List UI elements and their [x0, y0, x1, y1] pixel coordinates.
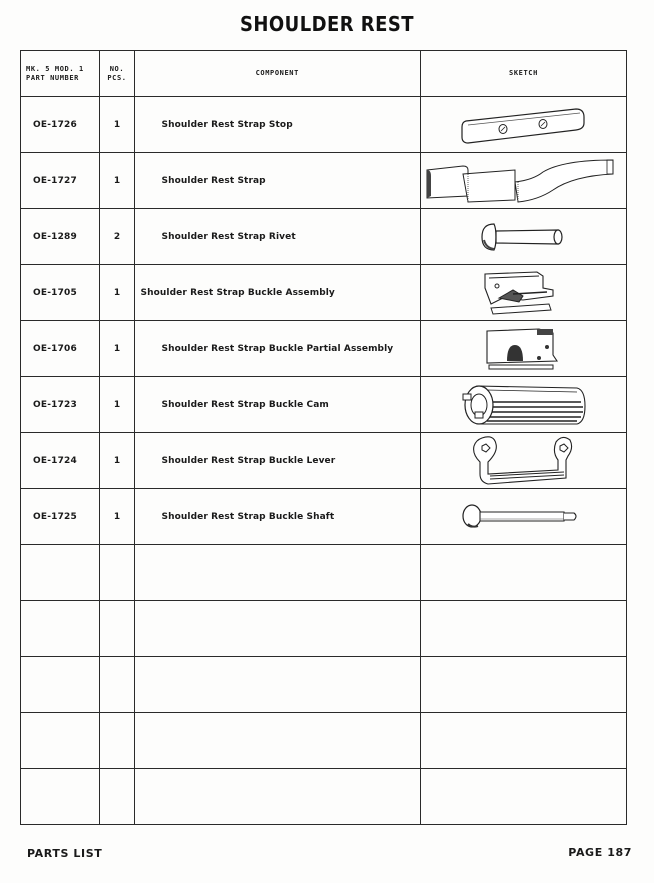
header-pcs-line2: PCS. — [107, 73, 127, 82]
pcs-cell: 1 — [100, 97, 134, 153]
parts-table — [20, 50, 627, 825]
pcs-cell: 1 — [100, 153, 134, 209]
header-part-number — [21, 51, 100, 97]
sketch-cell — [420, 433, 626, 489]
header-pcs-line1: NO. — [109, 64, 125, 73]
sketch-cell — [420, 97, 626, 153]
sketch-cell — [420, 265, 626, 321]
table-row — [21, 265, 627, 321]
buckle-lever-sketch-icon — [468, 434, 578, 488]
part-number-cell: OE-1726 — [21, 97, 100, 153]
empty-table-row — [21, 769, 627, 825]
strap-stop-sketch-icon — [458, 103, 588, 147]
footer-page-number: PAGE 187 — [568, 846, 632, 859]
part-number-cell: OE-1727 — [21, 153, 100, 209]
table-row — [21, 377, 627, 433]
component-cell: Shoulder Rest Strap Buckle Cam — [134, 377, 420, 433]
part-number-cell: OE-1725 — [21, 489, 100, 545]
component-cell: Shoulder Rest Strap — [134, 153, 420, 209]
empty-table-row — [21, 601, 627, 657]
header-part-number-line2: PART NUMBER — [26, 73, 79, 82]
component-cell: Shoulder Rest Strap Buckle Assembly — [134, 265, 420, 321]
empty-table-row — [21, 657, 627, 713]
buckle-partial-assembly-sketch-icon — [483, 325, 563, 373]
component-cell: Shoulder Rest Strap Buckle Shaft — [134, 489, 420, 545]
rivet-sketch-icon — [478, 220, 568, 254]
part-number-cell: OE-1706 — [21, 321, 100, 377]
table-row — [21, 97, 627, 153]
pcs-cell: 1 — [100, 321, 134, 377]
component-cell: Shoulder Rest Strap Buckle Partial Assembly — [134, 321, 420, 377]
pcs-cell: 2 — [100, 209, 134, 265]
table-row — [21, 209, 627, 265]
sketch-cell — [420, 209, 626, 265]
sketch-cell — [420, 153, 626, 209]
part-number-cell: OE-1705 — [21, 265, 100, 321]
sketch-cell — [420, 489, 626, 545]
header-sketch: SKETCH — [420, 51, 626, 97]
component-cell: Shoulder Rest Strap Buckle Lever — [134, 433, 420, 489]
strap-sketch-icon — [423, 156, 623, 206]
header-pcs — [100, 51, 134, 97]
pcs-cell: 1 — [100, 377, 134, 433]
table-row — [21, 489, 627, 545]
empty-table-row — [21, 545, 627, 601]
table-row — [21, 433, 627, 489]
footer-section-label: PARTS LIST — [27, 847, 103, 860]
component-cell: Shoulder Rest Strap Rivet — [134, 209, 420, 265]
table-row — [21, 321, 627, 377]
page-title: SHOULDER REST — [239, 12, 415, 36]
table-row — [21, 153, 627, 209]
part-number-cell: OE-1289 — [21, 209, 100, 265]
sketch-cell — [420, 377, 626, 433]
buckle-cam-sketch-icon — [457, 380, 589, 430]
part-number-cell: OE-1723 — [21, 377, 100, 433]
sketch-cell — [420, 321, 626, 377]
buckle-assembly-sketch-icon — [483, 268, 563, 318]
pcs-cell: 1 — [100, 489, 134, 545]
table-header-row — [21, 51, 627, 97]
pcs-cell: 1 — [100, 265, 134, 321]
component-cell: Shoulder Rest Strap Stop — [134, 97, 420, 153]
header-component: COMPONENT — [134, 51, 420, 97]
pcs-cell: 1 — [100, 433, 134, 489]
buckle-shaft-sketch-icon — [460, 502, 586, 532]
empty-table-row — [21, 713, 627, 769]
part-number-cell: OE-1724 — [21, 433, 100, 489]
header-part-number-line1: MK. 5 MOD. 1 — [26, 64, 84, 73]
